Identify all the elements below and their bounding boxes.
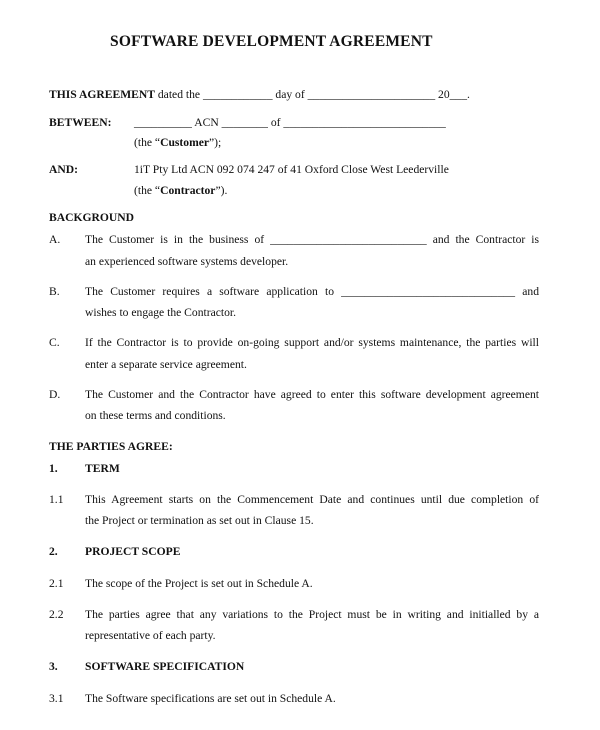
section-number: 2. — [49, 545, 58, 558]
contractor-role-prefix: (the “ — [134, 184, 161, 197]
background-item-line: enter a separate service agreement. — [85, 358, 247, 371]
clause-line: The parties agree that any variations to the Project must be in writing and initialled by a — [85, 608, 539, 621]
background-item-line: The Customer and the Contractor have agreed to enter this software development agreement — [85, 388, 539, 401]
section-heading-term: TERM — [85, 462, 120, 475]
section-heading-project-scope: PROJECT SCOPE — [85, 545, 181, 558]
customer-role-suffix: ”); — [209, 136, 222, 149]
customer-role — [134, 136, 221, 150]
background-item-letter: C. — [49, 336, 60, 349]
clause-number: 2.1 — [49, 577, 64, 590]
background-item-letter: D. — [49, 388, 61, 401]
background-item-letter: B. — [49, 285, 60, 298]
parties-agree-heading: THE PARTIES AGREE: — [49, 440, 173, 453]
clause-number: 2.2 — [49, 608, 64, 621]
section-heading-software-specification: SOFTWARE SPECIFICATION — [85, 660, 245, 673]
agreement-label: THIS AGREEMENT — [49, 88, 155, 101]
background-heading: BACKGROUND — [49, 211, 135, 224]
section-number: 3. — [49, 660, 58, 673]
clause-number: 1.1 — [49, 493, 64, 506]
clause-line: The scope of the Project is set out in Schedule A. — [85, 577, 313, 590]
clause-line: The Software specifications are set out in Schedule A. — [85, 692, 336, 705]
customer-role-name: Customer — [160, 136, 210, 149]
and-label: AND: — [49, 163, 78, 176]
agreement-date-text: dated the ____________ day of ______________________ 20___. — [154, 88, 470, 101]
background-item-letter: A. — [49, 233, 61, 246]
between-label: BETWEEN: — [49, 116, 112, 129]
clause-number: 3.1 — [49, 692, 64, 705]
between-details: __________ ACN ________ of ____________________________ — [134, 116, 446, 129]
contractor-role — [134, 184, 227, 198]
background-item-line: an experienced software systems developer. — [85, 255, 289, 268]
customer-role-prefix: (the “ — [134, 136, 161, 149]
contractor-role-suffix: ”). — [215, 184, 228, 197]
document-title: SOFTWARE DEVELOPMENT AGREEMENT — [110, 33, 433, 50]
clause-line: representative of each party. — [85, 629, 216, 642]
contractor-role-name: Contractor — [160, 184, 216, 197]
background-item-line: on these terms and conditions. — [85, 409, 226, 422]
background-item-line: wishes to engage the Contractor. — [85, 306, 237, 319]
background-item-line: The Customer is in the business of ___________________________ and the Contractor is — [85, 233, 539, 246]
clause-line: This Agreement starts on the Commencement Date and continues until due completion of — [85, 493, 539, 506]
agreement-date-line — [49, 88, 470, 102]
section-number: 1. — [49, 462, 58, 475]
background-item-line: If the Contractor is to provide on-going support and/or systems maintenance, the parties will — [85, 336, 539, 349]
clause-line: the Project or termination as set out in Clause 15. — [85, 514, 314, 527]
background-item-line: The Customer requires a software application to ______________________________ and — [85, 285, 539, 298]
contractor-details: 1iT Pty Ltd ACN 092 074 247 of 41 Oxford Close West Leederville — [134, 163, 449, 176]
